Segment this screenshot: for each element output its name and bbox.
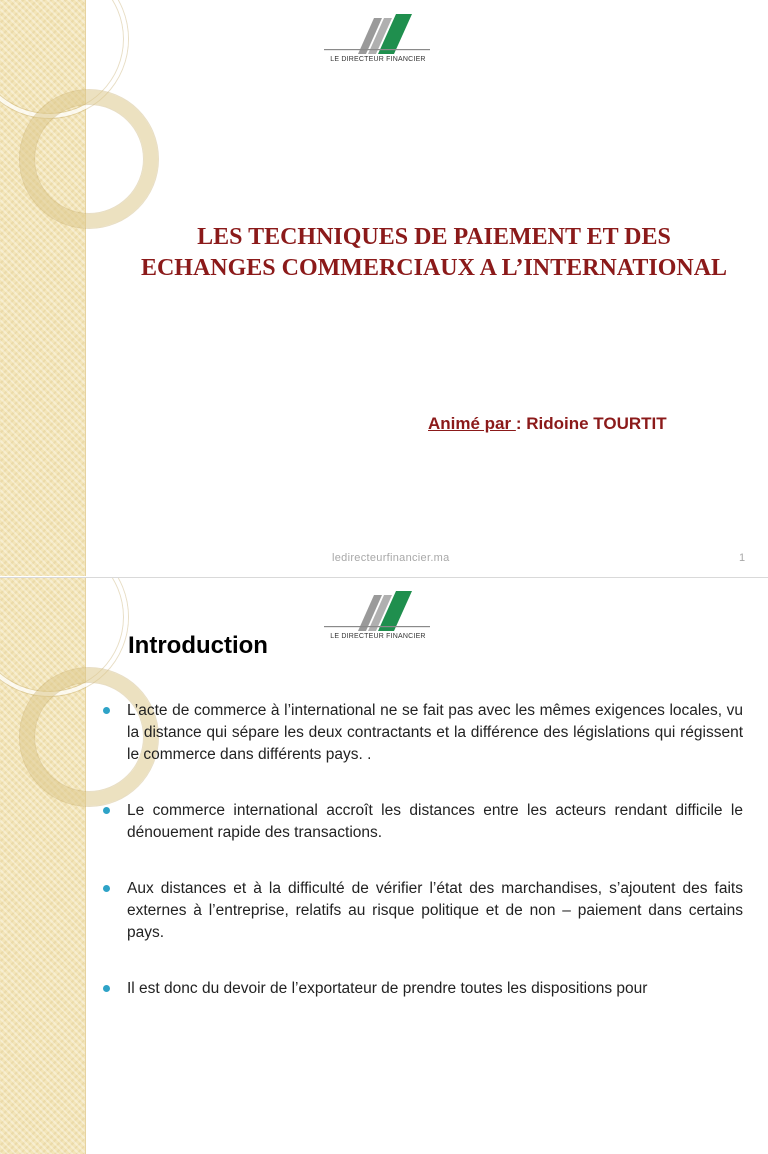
logo-mark-icon xyxy=(322,589,434,635)
logo-text: LE DIRECTEUR FINANCIER xyxy=(330,633,426,640)
bullet-dot-icon xyxy=(103,807,110,814)
presenter-separator: : xyxy=(515,414,527,433)
title-line-1: LES TECHNIQUES DE PAIEMENT ET DES xyxy=(197,224,671,250)
company-logo xyxy=(322,589,434,645)
presentation-title xyxy=(100,222,768,284)
bullet-text: Il est donc du devoir de l’exportateur de prendre toutes les dispositions pour xyxy=(127,980,648,997)
logo-mark-icon xyxy=(322,12,434,58)
list-item xyxy=(103,978,743,1000)
presenter-credit xyxy=(428,414,667,434)
list-item xyxy=(103,800,743,844)
bullet-dot-icon xyxy=(103,707,110,714)
list-item xyxy=(103,878,743,944)
presenter-name: Ridoine TOURTIT xyxy=(526,414,667,433)
slide-number: 1 xyxy=(739,552,746,564)
decorative-side-strip xyxy=(0,578,86,1154)
logo-text: LE DIRECTEUR FINANCIER xyxy=(330,56,426,63)
footer-website: ledirecteurfinancier.ma xyxy=(332,552,450,564)
section-heading: Introduction xyxy=(128,632,268,659)
list-item xyxy=(103,700,743,766)
company-logo xyxy=(322,12,434,68)
bullet-dot-icon xyxy=(103,985,110,992)
bullet-text: L’acte de commerce à l’international ne se fait pas avec les mêmes exigences locales, vu la distance qui sépare les deux contractants et la différence des législations qui régissent le commerce dans différents pays. . xyxy=(127,702,743,763)
bullet-dot-icon xyxy=(103,885,110,892)
bullet-text: Le commerce international accroît les distances entre les acteurs rendant difficile le dénouement rapide des transactions. xyxy=(127,802,743,841)
slide-title xyxy=(0,0,768,576)
decorative-ring xyxy=(20,90,158,228)
bullet-list xyxy=(103,700,743,1034)
decorative-side-strip xyxy=(0,0,86,576)
presenter-label: Animé par xyxy=(428,414,516,433)
bullet-text: Aux distances et à la difficulté de vérifier l’état des marchandises, s’ajoutent des faits externes à l’entreprise, relatifs au risque politique et de non – paiement dans certains pays. xyxy=(127,880,743,941)
title-line-2: ECHANGES COMMERCIAUX A L’INTERNATIONAL xyxy=(140,255,728,281)
